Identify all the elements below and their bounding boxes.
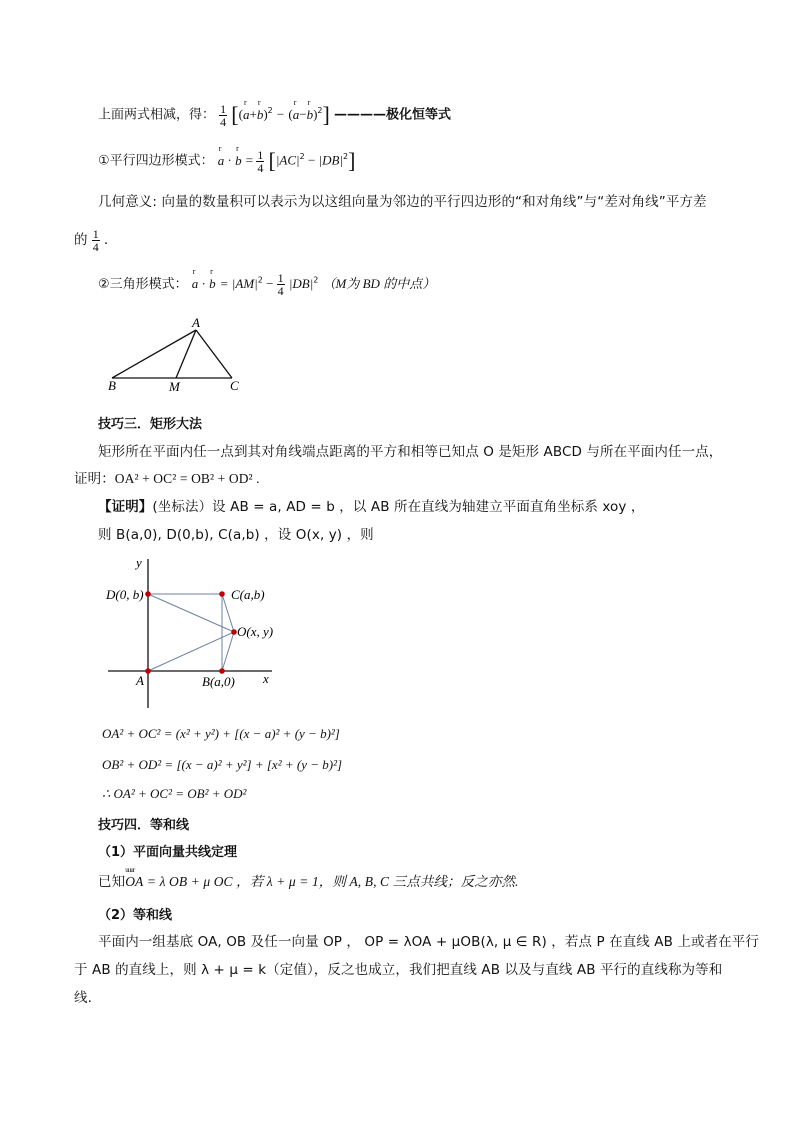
equation-2: OB² + OD² = [(x − a)² + y²] + [x² + (y − b)²] [102,757,343,772]
fraction-quarter: $\frac{1}{4}$ [220,101,227,129]
tip4-s2-paragraph-3: 线. [74,990,92,1006]
triangle-label-a: A [192,315,200,330]
tip4-section-1: （1）平面向量共线定理 [98,845,238,860]
tip3-heading: 技巧三．矩形大法 [98,417,203,432]
triangle-mode-line: ②三角形模式： r a · r $b = |AM|^2$ − $\frac{1}{4}$ $|DB|^2$ （M为 BD 的中点） [98,272,435,297]
polarization-prefix: 上面两式相减，得： [98,107,216,123]
point-label-a: A [136,673,144,688]
tip4-s2-paragraph-2: 于 AB 的直线上，则 λ + μ = k（定值），反之也成立，我们把直线 AB 以及与直线 AB 平行的直线称为等和 [74,962,723,978]
point-label-b: B(a,0) [202,674,235,689]
tip3-proof-line: 【证明】(坐标法）设 AB = a, AD = b ，以 AB 所在直线为轴建立平面直角坐标系 xoy ， [98,499,645,515]
proof-label: 【证明】 [98,499,153,515]
rectangle-coordinate-diagram [100,553,300,713]
equation-1: OA² + OC² = (x² + y²) + [(x − a)² + (y − b)²] [102,726,340,741]
tip3-paragraph-1: 矩形所在平面内任一点到其对角线端点距离的平方和相等已知点 O 是矩形 ABCD 与所在平面内任一点， [98,444,723,460]
tip3-paragraph-4: 则 B(a,0), D(0,b), C(a,b) ，设 O(x, y) ，则 [98,527,374,543]
tip4-s2-paragraph-1: 平面内一组基底 OA, OB 及任一向量 OP ， OP = λOA + μOB(λ, μ ∈ R) ，若点 P 在直线 AB 上或者在平行 [98,934,759,950]
parallelogram-mode-line: ①平行四边形模式： r a · r b = $\frac{1}{4}$ $[|AC|^2 - |DB|^2]$ [98,148,355,174]
parallelogram-label: ①平行四边形模式： [98,153,214,169]
triangle-label: ②三角形模式： [98,277,188,292]
tip4-section-2: （2）等和线 [98,908,173,923]
triangle-diagram [104,312,264,392]
triangle-label-b: B [108,378,116,392]
polarization-suffix: ————极化恒等式 [333,107,451,123]
axis-label-y: y [136,555,142,570]
axis-label-x: x [263,671,269,686]
triangle-note: （M为 BD 的中点） [322,276,436,291]
point-label-d: D(0, b) [106,587,144,602]
geometric-meaning: 几何意义: 向量的数量积可以表示为以这组向量为邻边的平行四边形的“和对角线”与“差对角线”平方差 [98,194,707,210]
point-label-c: C(a,b) [231,587,265,602]
geometric-meaning-cont: 的 $\frac{1}{4}$ . [74,227,109,254]
equation-3: ∴ OA² + OC² = OB² + OD² [102,786,247,801]
polarization-line: 上面两式相减，得： $\frac{1}{4}$ [(r a+r b)$^2$ − (r a−r b)$^2$] ————极化恒等式 [98,102,451,128]
point-label-o: O(x, y) [237,624,274,639]
triangle-label-c: C [230,378,239,392]
tip3-paragraph-2: 证明：OA² + OC² = OB² + OD² . [74,471,260,486]
triangle-label-m: M [169,379,180,392]
tip4-heading: 技巧四．等和线 [98,818,190,833]
collinear-theorem-line: 已知uuur OA = λ OB + μ OC ，若 λ + μ = 1，则 A, B, C 三点共线；反之亦然. [98,870,519,890]
